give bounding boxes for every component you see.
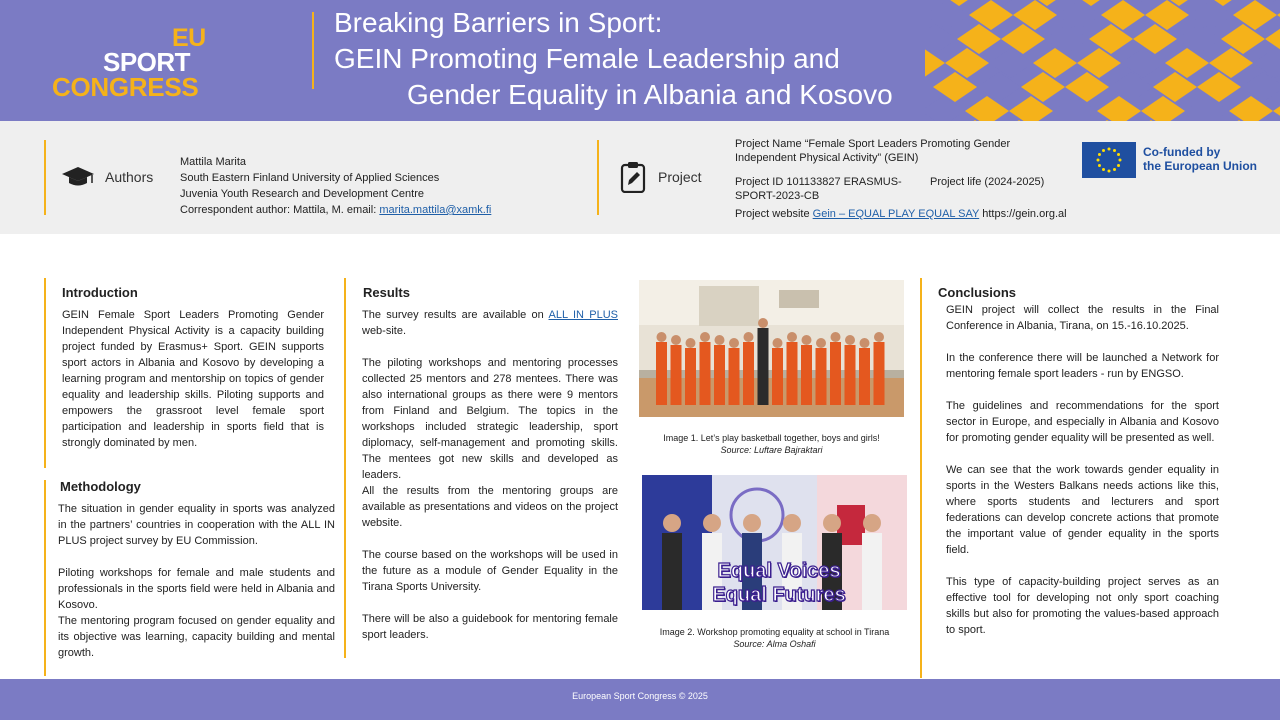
- chevron-tile: [1097, 96, 1141, 121]
- chevron-tile: [925, 0, 937, 6]
- chevron-tile: [965, 96, 1009, 121]
- results-paragraph-4: The course based on the workshops will be used in the future as a module of Gender Equality in the Tirana Sports University.: [362, 549, 618, 593]
- person-figure: [671, 345, 682, 405]
- image2-source: [642, 638, 907, 650]
- chevron-tile: [1177, 24, 1221, 54]
- info-band: [0, 121, 1280, 234]
- methodology-paragraph-2a: Piloting workshops for female and male students and professionals in the sports field were held in Albania and Kosovo.: [58, 567, 335, 611]
- chevron-tile: [1141, 96, 1185, 121]
- chevron-tile: [1153, 72, 1197, 102]
- eu-star-icon: [1102, 168, 1105, 171]
- title-line-3: Gender Equality in Albania and Kosovo: [407, 79, 893, 110]
- chevron-tile: [1265, 24, 1280, 54]
- chevron-tile: [1229, 96, 1273, 121]
- all-in-plus-link[interactable]: ALL IN PLUS: [548, 309, 618, 321]
- person-head: [686, 338, 696, 348]
- author-affiliation-2: Juvenia Youth Research and Development Centre: [180, 188, 424, 200]
- project-id-line-2: SPORT-2023-CB: [735, 190, 820, 202]
- project-life: Project life (2024-2025): [930, 176, 1045, 188]
- person-figure: [758, 328, 769, 405]
- person-figure: [729, 348, 740, 405]
- eu-star-icon: [1108, 148, 1111, 151]
- chevron-tile: [1221, 24, 1265, 54]
- chevron-tile: [933, 72, 977, 102]
- person-figure: [859, 348, 870, 405]
- project-name-prefix: Project Name “: [735, 138, 809, 150]
- chevron-tile: [1273, 96, 1280, 121]
- person-figure: [714, 345, 725, 405]
- chevron-tile: [1133, 24, 1177, 54]
- results-paragraph-3: All the results from the mentoring groups are available as presentations and videos on the project website.: [362, 485, 618, 529]
- eu-star-icon: [1097, 159, 1100, 162]
- chevron-tile: [1145, 0, 1189, 30]
- banner-line-1: Equal Voices: [717, 560, 841, 582]
- chevron-tile: [1009, 96, 1053, 121]
- eu-star-icon: [1098, 153, 1101, 156]
- logo-congress: CONGRESS: [52, 72, 199, 102]
- results-divider: [344, 278, 346, 658]
- chevron-tile: [1001, 24, 1045, 54]
- person-head: [744, 332, 754, 342]
- conclusions-paragraph-2: In the conference there will be launched a Network for mentoring female sport leaders - run by ENGSO.: [946, 352, 1219, 380]
- person-figure: [862, 533, 882, 610]
- conclusions-heading: Conclusions: [938, 285, 1017, 300]
- eu-star-icon: [1117, 164, 1120, 167]
- chevron-tile: [989, 48, 1033, 78]
- person-figure: [685, 348, 696, 405]
- header-banner: [0, 0, 1280, 121]
- person-head: [845, 335, 855, 345]
- project-website-prefix: Project website: [735, 208, 813, 220]
- eu-flag-icon: [1082, 142, 1136, 178]
- chevron-tile: [1057, 0, 1101, 30]
- authors-label: Authors: [105, 169, 154, 185]
- project-name: [735, 137, 1010, 165]
- chevron-tile: [925, 24, 957, 54]
- person-head: [671, 335, 681, 345]
- eu-cofunded-text: [1143, 145, 1257, 173]
- graduation-cap-icon: [61, 166, 95, 188]
- results-heading: Results: [363, 285, 410, 300]
- title-line-2: GEIN Promoting Female Leadership and: [334, 43, 840, 74]
- project-name-line-1: Female Sport Leaders Promoting Gender: [808, 138, 1011, 150]
- equal-voices-banner: [704, 559, 854, 607]
- image2-source-text: Source: Alma Oshafi: [733, 639, 816, 649]
- person-figure: [801, 345, 812, 405]
- eu-star-icon: [1102, 149, 1105, 152]
- image1-source-text: Source: Luftare Bajraktari: [720, 445, 823, 455]
- chevron-tile: [925, 0, 969, 30]
- person-head: [860, 338, 870, 348]
- logo-eu: EU: [172, 24, 206, 52]
- chevron-tile: [1065, 72, 1109, 102]
- chevron-tile: [969, 0, 1013, 30]
- person-head: [758, 318, 768, 328]
- image2-caption-text: Image 2. Workshop promoting equality at school in Tirana: [659, 627, 890, 637]
- project-website-link[interactable]: Gein – EQUAL PLAY EQUAL SAY: [812, 208, 980, 220]
- chevron-tile: [1045, 24, 1089, 54]
- chevron-pattern-decoration: [925, 0, 1280, 121]
- footer-bar: [0, 679, 1280, 720]
- chevron-tile: [1189, 0, 1233, 30]
- chevron-tile: [1077, 48, 1121, 78]
- methodology-heading: Methodology: [60, 479, 141, 494]
- eu-cofunded-line-2: the European Union: [1143, 159, 1257, 173]
- footer-text: European Sport Congress © 2025: [572, 691, 708, 701]
- person-head: [831, 332, 841, 342]
- project-website: [735, 207, 1067, 221]
- chevron-tile: [957, 24, 1001, 54]
- author-affiliation-1: South Eastern Finland University of Applied Sciences: [180, 172, 440, 184]
- chevron-tile: [1109, 72, 1153, 102]
- chevron-tile: [1089, 24, 1133, 54]
- conclusions-text: [946, 302, 1219, 638]
- eu-star-icon: [1098, 164, 1101, 167]
- project-id-line-1: Project ID 101133827 ERASMUS-: [735, 176, 902, 188]
- person-figure: [830, 342, 841, 405]
- project-divider: [597, 140, 599, 215]
- person-figure: [700, 342, 711, 405]
- image1-source: [639, 444, 904, 456]
- results-paragraph-5: There will be also a guidebook for mentoring female sport leaders.: [362, 613, 618, 641]
- results-text: [362, 307, 618, 643]
- chevron-tile: [1033, 48, 1077, 78]
- methodology-paragraph-1: The situation in gender equality in sports was analyzed in the partners’ countries in cooperation with the ALL IN PLUS project survey by EU Commission.: [58, 503, 335, 547]
- methodology-text: [58, 501, 335, 661]
- methodology-paragraph-2b: The mentoring program focused on gender equality and its objective was learning, capacity building and mental growth.: [58, 615, 335, 659]
- chevron-tile: [1253, 48, 1280, 78]
- project-website-url: https://gein.org.al: [979, 208, 1067, 220]
- poster-title: [334, 5, 893, 113]
- author-name: Mattila Marita: [180, 156, 247, 168]
- chevron-tile: [1165, 48, 1209, 78]
- person-figure: [845, 345, 856, 405]
- eu-cofunded-line-1: Co-funded by: [1143, 145, 1221, 159]
- equality-workshop-photo: [642, 475, 907, 610]
- person-head: [773, 338, 783, 348]
- correspondent-author: [180, 202, 491, 218]
- results-p1-suffix: web-site.: [362, 325, 407, 337]
- author-email-link[interactable]: marita.mattila@xamk.fi: [379, 204, 492, 216]
- image1-caption: [639, 432, 904, 456]
- chevron-tile: [1121, 48, 1165, 78]
- introduction-paragraph: GEIN Female Sport Leaders Promoting Gender Independent Physical Activity is a capacity building project funded by Erasmus+ Sport. GEIN supports sport actors in Albania and Kosovo by developing a learning program and mentorship on topics of gender equality and leadership skills. Piloting supports and empowers the grassroot level female sport participation and leadership in sports field that is strongly dominated by men.: [62, 309, 324, 449]
- person-figure: [816, 348, 827, 405]
- introduction-divider: [44, 278, 46, 468]
- project-id: [735, 175, 902, 203]
- person-head: [787, 332, 797, 342]
- person-head: [729, 338, 739, 348]
- person-figure: [787, 342, 798, 405]
- chevron-tile: [1185, 96, 1229, 121]
- person-head: [743, 514, 761, 532]
- person-head: [657, 332, 667, 342]
- person-figure: [772, 348, 783, 405]
- chevron-tile: [1197, 72, 1241, 102]
- eu-star-icon: [1113, 168, 1116, 171]
- logo-sport: SPORT: [103, 47, 191, 77]
- chevron-tile: [1101, 0, 1145, 30]
- image2-caption: [642, 626, 907, 650]
- introduction-text: [62, 307, 324, 451]
- conclusions-paragraph-4: We can see that the work towards gender equality in sports in the Westers Balkans needs actions like this, where sports students and lecturers and sport federations can develop concrete actions that promote the important value of gender equality in the sports field.: [946, 464, 1219, 556]
- person-head: [874, 332, 884, 342]
- chevron-tile: [925, 96, 965, 121]
- person-figure: [743, 342, 754, 405]
- introduction-heading: Introduction: [62, 285, 138, 300]
- chevron-tile: [1053, 96, 1097, 121]
- title-line-1: Breaking Barriers in Sport:: [334, 7, 663, 38]
- authors-divider: [44, 140, 46, 215]
- eu-star-icon: [1108, 170, 1111, 173]
- person-head: [816, 338, 826, 348]
- person-head: [823, 514, 841, 532]
- conclusions-paragraph-1: GEIN project will collect the results in the Final Conference in Albania, Tirana, on 15.-16.10.2025.: [946, 304, 1219, 332]
- results-paragraph-1: [362, 307, 618, 339]
- image1-caption-text: Image 1. Let’s play basketball together, boys and girls!: [663, 433, 880, 443]
- chevron-tile: [1233, 0, 1277, 30]
- person-head: [863, 514, 881, 532]
- banner-line-2: Equal Futures: [712, 584, 846, 606]
- conclusions-divider: [920, 278, 922, 678]
- chevron-tile: [977, 72, 1021, 102]
- results-paragraph-2: The piloting workshops and mentoring processes collected 25 mentors and 278 mentees. There was also international groups as there were 9 mentors from Finland and Belgium. The topics in the workshops included strategic leadership, sport diplomacy, self-management and promoting skills. The mentees got new skills and developed as leaders.: [362, 357, 618, 481]
- clipboard-pen-icon: [620, 161, 646, 193]
- eu-star-icon: [1113, 149, 1116, 152]
- eu-star-icon: [1119, 159, 1122, 162]
- basketball-group-photo: [639, 280, 904, 417]
- results-p1-prefix: The survey results are available on: [362, 309, 549, 321]
- author-details: [180, 154, 491, 218]
- project-name-line-2: Independent Physical Activity” (GEIN): [735, 152, 919, 164]
- conclusions-paragraph-3: The guidelines and recommendations for the sport sector in Europe, and especially in Albania and Kosovo for promoting gender equality will be presented as well.: [946, 400, 1219, 444]
- person-head: [663, 514, 681, 532]
- chevron-tile: [1021, 72, 1065, 102]
- person-head: [802, 335, 812, 345]
- chevron-tile: [1209, 48, 1253, 78]
- correspondent-prefix: Correspondent author: Mattila, M. email:: [180, 204, 380, 216]
- person-head: [715, 335, 725, 345]
- person-head: [700, 332, 710, 342]
- person-figure: [656, 342, 667, 405]
- person-head: [703, 514, 721, 532]
- conclusions-paragraph-5: This type of capacity-building project serves as an effective tool for developing not only sport coaching skills but also for promoting the values-based approach to sport.: [946, 576, 1219, 636]
- chevron-tile: [945, 48, 989, 78]
- person-head: [783, 514, 801, 532]
- chevron-tile: [1013, 0, 1057, 30]
- eu-star-icon: [1117, 153, 1120, 156]
- methodology-divider: [44, 480, 46, 676]
- person-figure: [662, 533, 682, 610]
- person-figure: [874, 342, 885, 405]
- header-divider: [312, 12, 314, 89]
- project-label: Project: [658, 169, 702, 185]
